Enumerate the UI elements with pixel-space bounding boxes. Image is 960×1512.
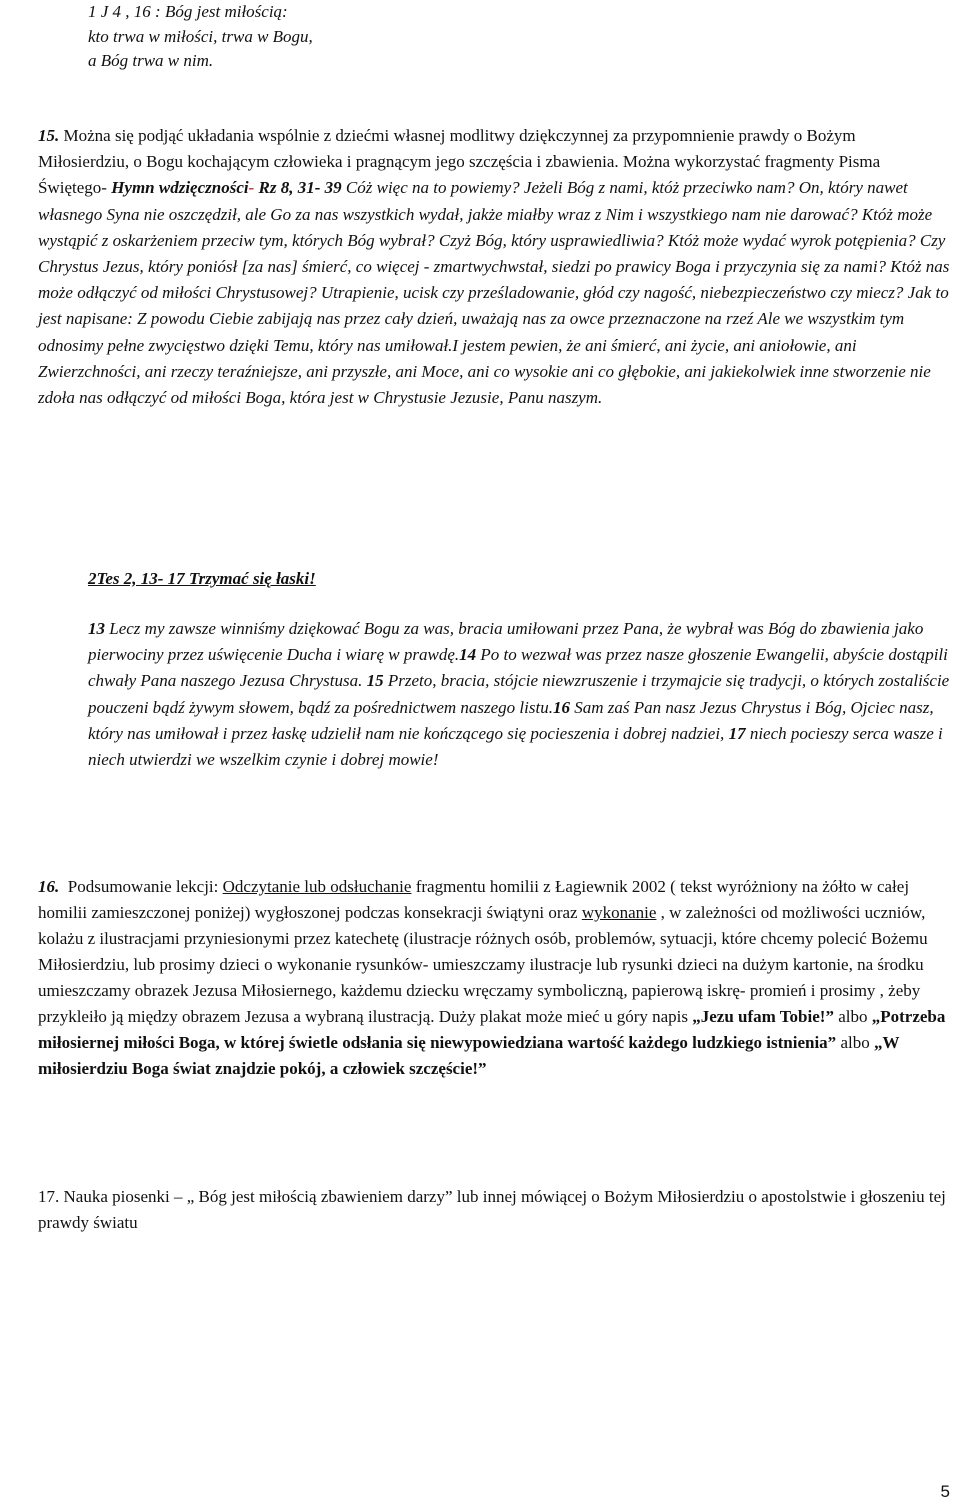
tes-heading: 2Tes 2, 13- 17 Trzymać się łaski! (88, 569, 316, 588)
verse-text: Przeto, bracia, stójcie niewzruszenie i trzymajcie się tradycji, o których zostaliście pouczeni bądź żywym słowem, bądź za pośrednictwem naszego listu. (88, 671, 950, 717)
underlined-phrase: Odczytanie lub odsłuchanie (222, 877, 412, 896)
section-16-text: albo (833, 1007, 872, 1026)
quote-line: a Bóg trwa w nim. (88, 51, 214, 70)
verse-text: Sam zaś Pan nasz Jezus Chrystus i Bóg, Ojciec nasz, który nas umiłował i przez łaskę udzielił nam nie kończącego się pocieszenia i dobrej nadziei, (88, 697, 934, 743)
section-number: 17. (38, 1187, 60, 1206)
section-15 (38, 123, 950, 411)
opening-quote (88, 0, 488, 74)
poster-slogan: „W miłosierdziu Boga świat znajdzie pokój, a człowiek szczęście!” (38, 1033, 900, 1078)
section-number: 16. (38, 877, 60, 896)
verse-text: Po to wezwał was przez nasze głoszenie Ewangelii, abyście dostąpili chwały Pana naszego Jezusa Chrystusa. (88, 645, 948, 691)
poster-slogan: „Potrzeba miłosiernej miłości Boga, w której świetle odsłania się niewypowiedziana wartość każdego ludzkiego istnienia” (38, 1007, 946, 1052)
section-number: 15. (38, 126, 60, 145)
section-16-text: fragmentu homilii z Łagiewnik 2002 ( tekst wyróżniony na żółto w całej homilii zamieszczonej poniżej) wygłoszonej podczas konsekracji świątyni oraz (38, 877, 910, 922)
verse-text: niech pocieszy serca wasze i niech utwierdzi we wszelkim czynie i dobrej mowie! (88, 723, 943, 770)
section-16-body (38, 874, 950, 1082)
verse-number: 14 (459, 645, 477, 665)
section-17 (38, 1184, 950, 1236)
hymn-reference: Rz 8, 31- 39 (258, 178, 342, 198)
section-16-text: , w zależności od możliwości uczniów, kolażu z ilustracjami przyniesionymi przez katechetę (ilustracje różnych osób, problemów, sytuacji, które chcemy polecić Bożemu Miłosierdziu, lub prosimy dzieci o wykonanie rysunków- umieszczamy ilustracje lub rysunki dzieci na dużym kartonie, na środku umieszczamy obrazek Jezusa Miłosiernego, każdemu dziecku wręczamy symboliczną, papierową iskrę- promień i prosimy , żeby przykleiło ją między obrazem Jezusa a wybraną ilustracją. Duży plakat może mieć u góry napis (38, 903, 928, 1026)
verse-number: 15 (366, 671, 384, 691)
verse-number: 13 (88, 619, 105, 638)
hymn-title: Hymn wdzięczności (111, 178, 249, 198)
page-number: 5 (940, 1482, 950, 1501)
section-16-text: albo (836, 1033, 874, 1052)
tes-passage (88, 616, 950, 773)
section-15-intro: Można się podjąć układania wspólnie z dziećmi własnej modlitwy dziękczynnej za przypomnienie prawdy o Bożym Miłosierdziu, o Bogu kochającym człowieka i pragnącym jego szczęścia i zbawienia. Można wykorzystać fragmenty Pisma Świętego- (38, 126, 881, 198)
section-16-text: Podsumowanie lekcji: (67, 877, 223, 896)
section-16 (38, 874, 950, 1082)
scripture-passage: Cóż więc na to powiemy? Jeżeli Bóg z nami, któż przeciwko nam? On, który nawet własnego Syna nie oszczędził, ale Go za nas wszystkich wydał, jakże miałby wraz z Nim i wszystkiego nam nie darować? Któż może wystąpić z oskarżeniem przeciw tym, których Bóg wybrał? Czyż Bóg, który usprawiedliwia? Któż może wydać wyrok potępienia? Czy Chrystus Jezus, który poniósł [za nas] śmierć, co więcej - zmartwychwstał, siedzi po prawicy Boga i przyczynia się za nami? Któż nas może odłączyć od miłości Chrystusowej? Utrapienie, ucisk czy prześladowanie, głód czy nagość, niebezpieczeństwo czy miecz? Jak to jest napisane: Z powodu Ciebie zabijają nas przez cały dzień, uważają nas za owce przeznaczone na rzeź Ale we wszystkim tym odnosimy pełne zwycięstwo dzięki Temu, który nas umiłował.I jestem pewien, że ani śmierć, ani życie, ani aniołowie, ani Zwierzchności, ani rzeczy teraźniejsze, ani przyszłe, ani Moce, ani co wysokie ani co głębokie, ani jakiekolwiek inne stworzenie nie zdoła nas odłączyć od miłości Boga, która jest w Chrystusie Jezusie, Panu naszym. (38, 178, 950, 408)
verse-number: 16 (552, 697, 570, 717)
quote-line: 1 J 4 , 16 : Bóg jest miłością: (88, 2, 288, 21)
poster-slogan: „Jezu ufam Tobie!” (692, 1007, 834, 1026)
verse-number: 17 (728, 723, 746, 743)
verse-text: Lecz my zawsze winniśmy dziękować Bogu za was, bracia umiłowani przez Pana, że wybrał was Bóg do zbawienia jako pierwociny przez uświęcenie Ducha i wiarę w prawdę. (88, 619, 924, 665)
quote-line: kto trwa w miłości, trwa w Bogu, (88, 26, 313, 46)
underlined-phrase: wykonanie (581, 903, 657, 922)
hymn-dash: - (248, 178, 259, 198)
section-17-text: Nauka piosenki – „ Bóg jest miłością zbawieniem darzy” lub innej mówiącej o Bożym Miłosierdziu o apostolstwie i głoszeniu tej prawdy światu (38, 1187, 946, 1232)
